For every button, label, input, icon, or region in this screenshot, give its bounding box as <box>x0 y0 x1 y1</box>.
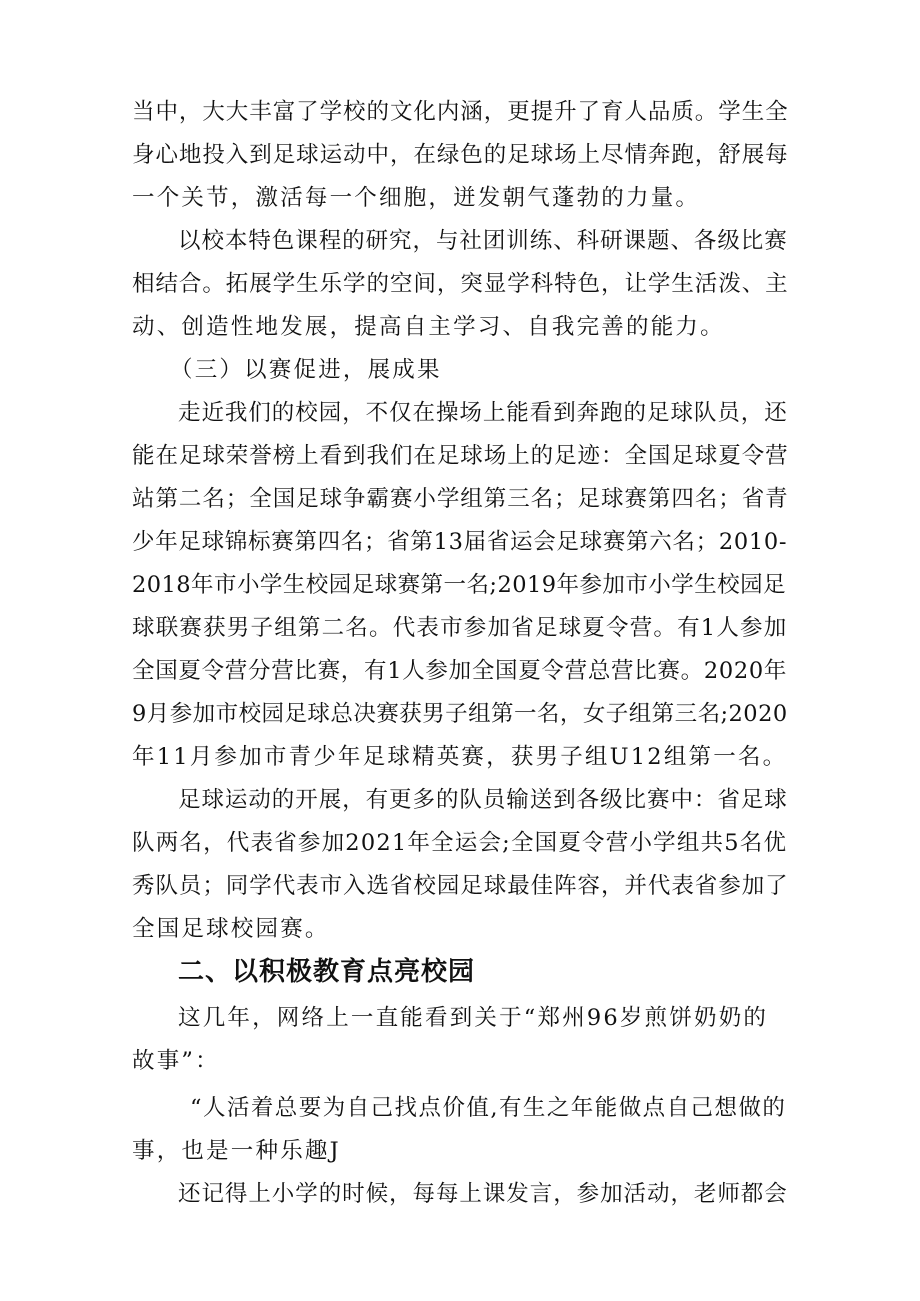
text-line: 相结合。拓展学生乐学的空间，突显学科特色，让学生活泼、主 <box>132 271 789 297</box>
text-line: 年11月参加市青少年足球精英赛，获男子组U12组第一名。 <box>132 744 788 770</box>
text-line: 这几年，网络上一直能看到关于“郑州96岁煎饼奶奶的 <box>178 1005 769 1031</box>
text-line: 走近我们的校园，不仅在操场上能看到奔跑的足球队员，还 <box>178 400 788 426</box>
text-line: 身心地投入到足球运动中，在绿色的足球场上尽情奔跑，舒展每 <box>132 142 789 168</box>
quote-line: “人活着总要为自己找点价值,有生之年能做点自己想做的 <box>190 1095 787 1121</box>
text-line: 还记得上小学的时候，每每上课发言，参加活动，老师都会 <box>178 1181 788 1207</box>
text-line: 球联赛获男子组第二名。代表市参加省足球夏令营。有1人参加 <box>132 615 788 641</box>
text-line: 少年足球锦标赛第四名；省第13届省运会足球赛第六名；2010- <box>132 529 788 555</box>
text-line: 站第二名；全国足球争霸赛小学组第三名；足球赛第四名；省青 <box>132 486 789 512</box>
text-line: 能在足球荣誉榜上看到我们在足球场上的足迹：全国足球夏令营 <box>132 443 789 469</box>
text-line: 全国夏令营分营比赛，有1人参加全国夏令营总营比赛。2020年 <box>132 658 788 684</box>
text-line: 当中，大大丰富了学校的文化内涵，更提升了育人品质。学生全 <box>132 99 789 125</box>
text-line: 以校本特色课程的研究，与社团训练、科研课题、各级比赛 <box>178 228 788 254</box>
section-subheading: （三）以赛促进，展成果 <box>170 357 442 383</box>
text-line: 一个关节，激活每一个细胞，迸发朝气蓬勃的力量。 <box>132 185 701 211</box>
section-heading: 二、以积极教育点亮校园 <box>178 957 476 987</box>
text-line: 动、创造性地发展，提高自主学习、自我完善的能力。 <box>132 314 725 340</box>
quote-line: 事，也是一种乐趣J <box>132 1138 341 1164</box>
text-line: 2018年市小学生校园足球赛第一名;2019年参加市小学生校园足 <box>132 572 787 598</box>
text-line: 秀队员；同学代表市入选省校园足球最佳阵容，并代表省参加了 <box>132 873 789 899</box>
text-line: 足球运动的开展，有更多的队员输送到各级比赛中：省足球 <box>178 787 788 813</box>
text-line: 9月参加市校园足球总决赛获男子组第一名，女子组第三名;2020 <box>132 701 788 727</box>
text-line: 队两名，代表省参加2021年全运会;全国夏令营小学组共5名优 <box>132 830 788 856</box>
text-line: 故事”： <box>132 1048 220 1074</box>
text-line: 全国足球校园赛。 <box>132 916 330 942</box>
